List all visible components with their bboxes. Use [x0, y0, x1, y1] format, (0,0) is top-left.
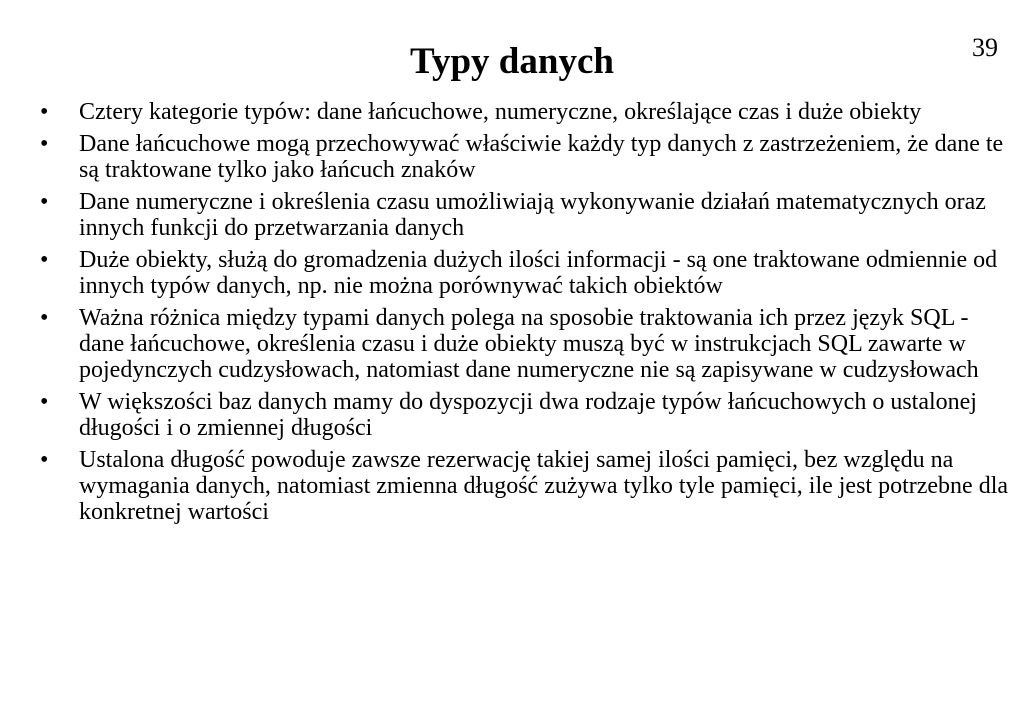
bullet-text: W większości baz danych mamy do dyspozycji dwa rodzaje typów łańcuchowych o ustalonej długości i o zmiennej długości	[79, 389, 977, 441]
bullet-icon: •	[40, 305, 49, 331]
bullet-item	[0, 305, 1010, 383]
bullet-text: Ustalona długość powoduje zawsze rezerwację takiej samej ilości pamięci, bez względu na wymagania danych, natomiast zmienna długość zużywa tylko tyle pamięci, ile jest potrzebne dla konkretnej wartości	[79, 447, 1009, 525]
page-number: 39	[972, 33, 998, 62]
bullet-item	[0, 247, 1010, 299]
bullet-icon: •	[40, 447, 49, 473]
bullet-icon: •	[40, 189, 49, 215]
bullet-item	[0, 389, 1010, 441]
bullet-item	[0, 99, 1010, 125]
bullet-icon: •	[40, 389, 49, 415]
bullet-text: Dane łańcuchowe mogą przechowywać właściwie każdy typ danych z zastrzeżeniem, że dane te są traktowane tylko jako łańcuch znaków	[79, 131, 1004, 183]
bullet-text: Dane numeryczne i określenia czasu umożliwiają wykonywanie działań matematycznych oraz innych funkcji do przetwarzania danych	[79, 189, 986, 241]
bullet-text: Duże obiekty, służą do gromadzenia dużych ilości informacji - są one traktowane odmiennie od innych typów danych, np. nie można porównywać takich obiektów	[79, 247, 998, 299]
bullet-text: Cztery kategorie typów: dane łańcuchowe, numeryczne, określające czas i duże obiekty	[79, 99, 922, 125]
slide-title: Typy danych	[410, 41, 614, 82]
bullet-icon: •	[40, 247, 49, 273]
bullet-item	[0, 131, 1010, 183]
bullet-text: Ważna różnica między typami danych polega na sposobie traktowania ich przez język SQL - dane łańcuchowe, określenia czasu i duże obiekty muszą być w instrukcjach SQL zawarte w pojedynczych cudzysłowach, natomiast dane numeryczne nie są zapisywane w cudzysłowach	[79, 305, 979, 383]
bullet-list	[0, 99, 1010, 531]
bullet-icon: •	[40, 99, 49, 125]
bullet-icon: •	[40, 131, 49, 157]
bullet-item	[0, 447, 1010, 525]
bullet-item	[0, 189, 1010, 241]
